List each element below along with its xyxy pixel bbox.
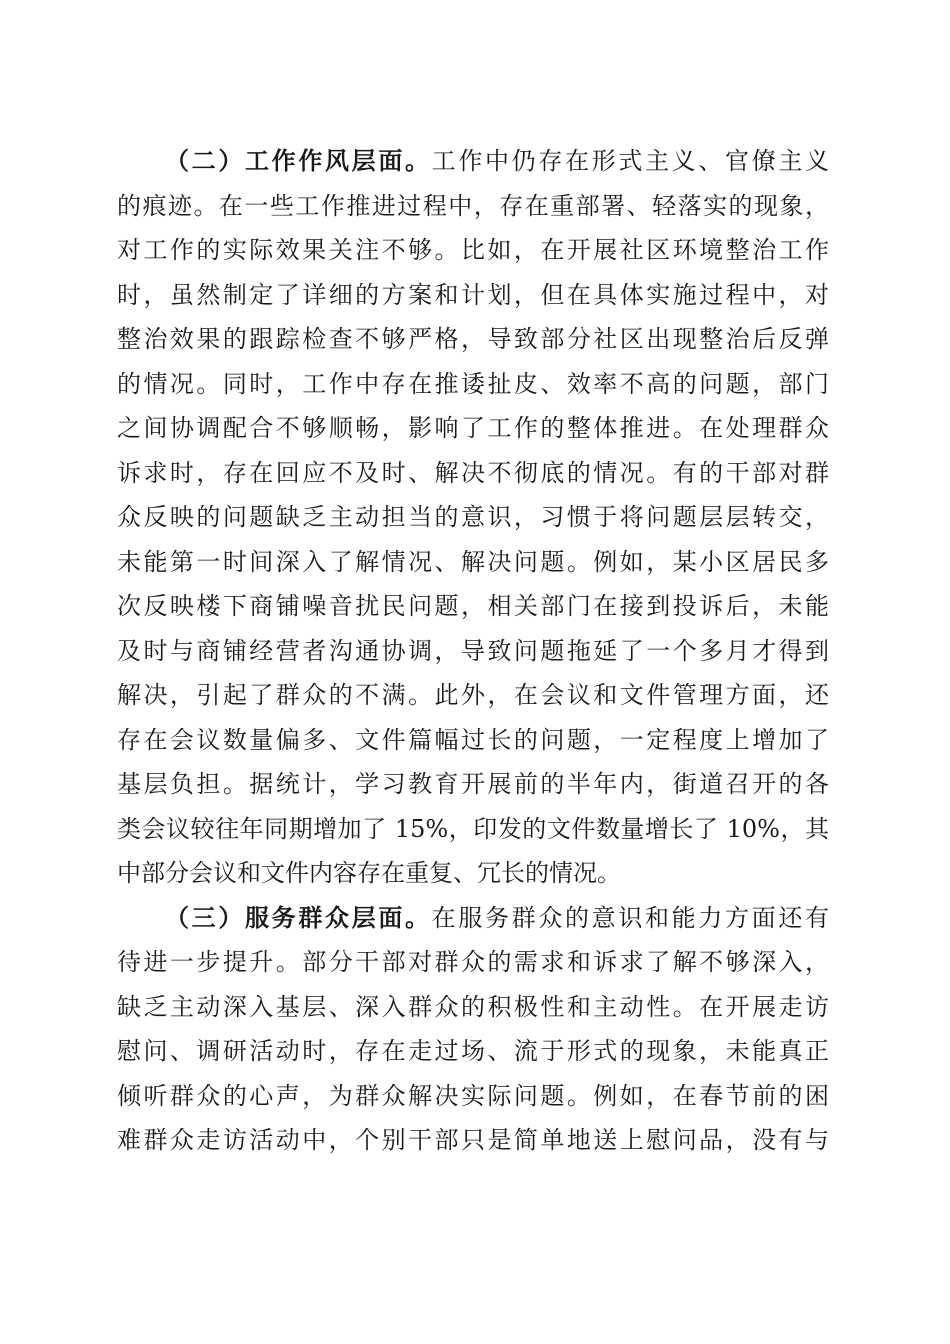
paragraph-line: 次反映楼下商铺噪音扰民问题，相关部门在接到投诉后，未能 — [117, 592, 829, 620]
paragraph-line: 难群众走访活动中，个别干部只是简单地送上慰问品，没有与 — [117, 1126, 829, 1154]
section-heading-work-style: （二）工作作风层面。 — [165, 146, 432, 175]
document-body — [117, 139, 829, 1163]
paragraph-line: 基层负担。据统计，学习教育开展前的半年内，街道召开的各 — [117, 770, 829, 798]
paragraph-line: 的情况。同时，工作中存在推诿扯皮、效率不高的问题，部门 — [117, 369, 829, 398]
paragraph-line: 对工作的实际效果关注不够。比如，在开展社区环境整治工作 — [117, 236, 829, 264]
paragraph-line: 解决，引起了群众的不满。此外，在会议和文件管理方面，还 — [117, 681, 829, 709]
paragraph-line: 中部分会议和文件内容存在重复、冗长的情况。 — [117, 859, 621, 887]
section-heading-serving-public: （三）服务群众层面。 — [165, 902, 432, 932]
paragraph-line: 未能第一时间深入了解情况、解决问题。例如，某小区居民多 — [117, 547, 829, 576]
paragraph-text: 在服务群众的意识和能力方面还有 — [431, 903, 830, 932]
paragraph-line: 待进一步提升。部分干部对群众的需求和诉求了解不够深入， — [117, 948, 829, 976]
paragraph-line: 倾听群众的心声，为群众解决实际问题。例如，在春节前的困 — [117, 1081, 829, 1110]
paragraph-line: 存在会议数量偏多、文件篇幅过长的问题，一定程度上增加了 — [117, 725, 829, 754]
paragraph-work-style-line-1 — [117, 139, 829, 184]
paragraph-line: 缺乏主动深入基层、深入群众的积极性和主动性。在开展走访 — [117, 992, 829, 1021]
paragraph-line: 众反映的问题缺乏主动担当的意识，习惯于将问题层层转交， — [117, 503, 829, 531]
paragraph-line: 整治效果的跟踪检查不够严格，导致部分社区出现整治后反弹 — [117, 325, 829, 353]
paragraph-line: 类会议较往年同期增加了 15%，印发的文件数量增长了 10%，其 — [117, 814, 829, 843]
paragraph-text: 工作中仍存在形式主义、官僚主义 — [431, 147, 830, 175]
paragraph-service-line-1 — [117, 896, 829, 941]
paragraph-line: 时，虽然制定了详细的方案和计划，但在具体实施过程中，对 — [117, 280, 829, 309]
paragraph-line: 慰问、调研活动时，存在走过场、流于形式的现象，未能真正 — [117, 1037, 829, 1065]
paragraph-line: 诉求时，存在回应不及时、解决不彻底的情况。有的干部对群 — [117, 458, 829, 487]
paragraph-line: 之间协调配合不够顺畅，影响了工作的整体推进。在处理群众 — [117, 414, 829, 442]
paragraph-line: 的痕迹。在一些工作推进过程中，存在重部署、轻落实的现象， — [117, 191, 829, 220]
paragraph-line: 及时与商铺经营者沟通协调，导致问题拖延了一个多月才得到 — [117, 636, 829, 665]
